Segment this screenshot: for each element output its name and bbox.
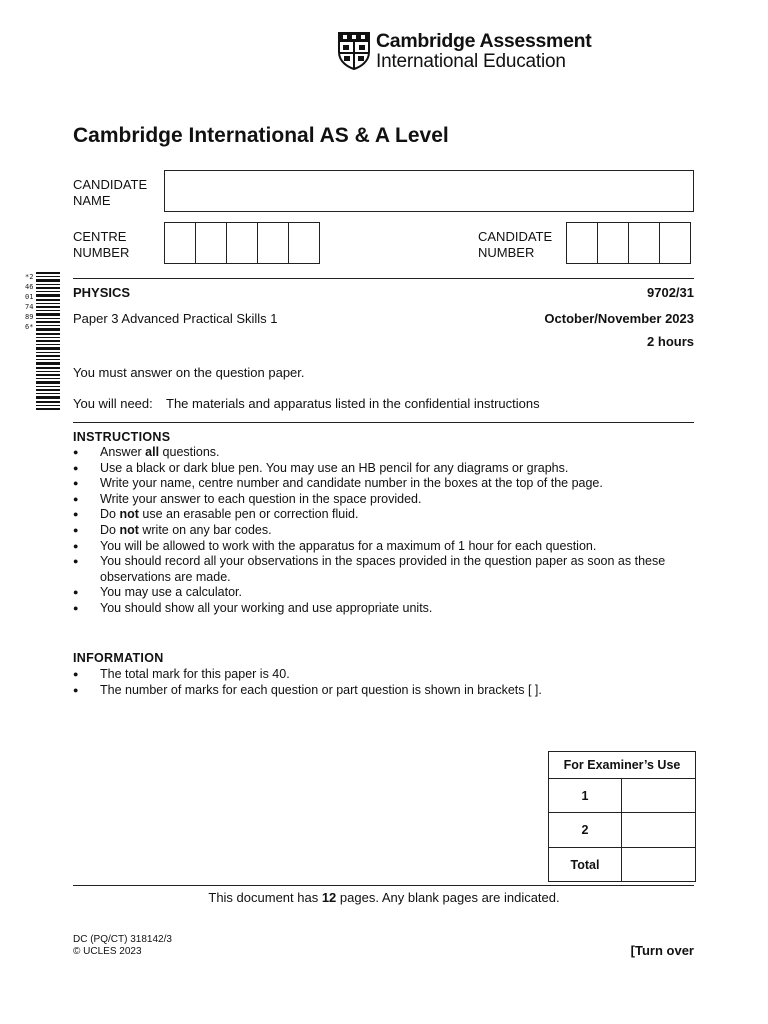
divider <box>73 278 694 279</box>
barcode-bar <box>36 321 60 323</box>
barcode-bar <box>36 401 60 403</box>
instruction-item: ● Use a black or dark blue pen. You may use an HB pencil for any diagrams or graphs. <box>73 461 703 477</box>
centre-number-label <box>73 229 129 261</box>
need-label: You will need: <box>73 396 153 411</box>
barcode-bar <box>36 276 60 277</box>
examiner-table-heading: For Examiner’s Use <box>549 752 696 779</box>
turn-over: [Turn over <box>630 943 694 958</box>
barcode-bar <box>36 284 60 285</box>
barcode-bar <box>36 325 60 326</box>
instruction-item: ● You should show all your working and use appropriate units. <box>73 601 703 617</box>
information-item: ● The number of marks for each question or part question is shown in brackets [ ]. <box>73 683 703 699</box>
examiner-mark-cell <box>622 779 696 813</box>
barcode-bar <box>36 371 60 372</box>
barcode-bar <box>36 337 60 338</box>
examiner-row-label: 1 <box>549 779 622 813</box>
barcode-bar <box>36 362 60 365</box>
barcode-bar <box>36 396 60 399</box>
centre-number-digit-box[interactable] <box>288 222 320 264</box>
instruction-item: ● Do not write on any bar codes. <box>73 523 703 539</box>
examiner-mark-cell <box>622 848 696 882</box>
instruction-item: ● Write your answer to each question in the space provided. <box>73 492 703 508</box>
barcode-bar <box>36 303 60 304</box>
barcode-bar <box>36 310 60 311</box>
centre-number-digit-box[interactable] <box>164 222 196 264</box>
page-title: Cambridge International AS & A Level <box>73 124 449 147</box>
barcode-bar <box>36 313 60 316</box>
barcode-bar <box>36 306 60 308</box>
information-list <box>73 667 703 698</box>
logo-line-1: Cambridge Assessment <box>376 30 592 52</box>
examiner-row-label: 2 <box>549 813 622 848</box>
barcode-digits: *2460174896* <box>25 273 34 331</box>
need-text: The materials and apparatus listed in the confidential instructions <box>166 396 540 411</box>
answer-note: You must answer on the question paper. <box>73 365 305 380</box>
paper-code: 9702/31 <box>647 285 694 300</box>
barcode <box>25 272 61 410</box>
barcode-bar <box>36 374 60 376</box>
barcode-bar <box>36 386 60 387</box>
instructions-list <box>73 445 703 617</box>
barcode-bar <box>36 344 60 345</box>
barcode-bar <box>36 393 60 394</box>
barcode-bar <box>36 333 60 335</box>
barcode-bar <box>36 272 60 274</box>
candidate-name-label <box>73 177 147 209</box>
barcode-bar <box>36 294 60 297</box>
document-code: DC (PQ/CT) 318142/3 <box>73 934 172 945</box>
subject: PHYSICS <box>73 285 131 300</box>
instruction-item: ● Do not use an erasable pen or correction fluid. <box>73 507 703 523</box>
centre-number-field[interactable] <box>164 222 320 264</box>
page-count-pre: This document has <box>208 890 322 905</box>
centre-number-digit-box[interactable] <box>226 222 258 264</box>
exam-session: October/November 2023 <box>544 311 694 326</box>
paper-title: Paper 3 Advanced Practical Skills 1 <box>73 311 278 326</box>
candidate-number-digit-box[interactable] <box>597 222 629 264</box>
candidate-number-label-line1: CANDIDATE <box>478 229 553 244</box>
centre-number-digit-box[interactable] <box>257 222 289 264</box>
information-item: ● The total mark for this paper is 40. <box>73 667 703 683</box>
instruction-item: ● You may use a calculator. <box>73 585 703 601</box>
barcode-bar <box>36 378 60 379</box>
cambridge-logo <box>338 30 592 72</box>
examiner-use-table <box>548 751 696 882</box>
divider <box>73 885 694 886</box>
barcode-bar <box>36 352 60 353</box>
candidate-name-field[interactable] <box>164 170 694 212</box>
barcode-bar <box>36 291 60 292</box>
barcode-bar <box>36 381 60 384</box>
candidate-number-label <box>478 229 552 261</box>
crest-icon <box>338 32 370 70</box>
centre-number-digit-box[interactable] <box>195 222 227 264</box>
divider <box>73 422 694 423</box>
instructions-heading: INSTRUCTIONS <box>73 430 171 444</box>
candidate-number-digit-box[interactable] <box>628 222 660 264</box>
centre-number-label-line2: NUMBER <box>73 245 130 260</box>
candidate-name-label-line2: NAME <box>73 193 111 208</box>
instruction-item: ● You will be allowed to work with the apparatus for a maximum of 1 hour for each question. <box>73 539 703 555</box>
instruction-item: ● You should record all your observations in the spaces provided in the question paper as soon as these observations are made. <box>73 554 703 585</box>
barcode-bar <box>36 287 60 289</box>
barcode-bar <box>36 389 60 391</box>
centre-number-label-line1: CENTRE <box>73 229 127 244</box>
barcode-bar <box>36 408 60 410</box>
logo-line-2: International Education <box>376 51 566 72</box>
exam-duration: 2 hours <box>647 334 694 349</box>
barcode-bar <box>36 367 60 369</box>
page-count-post: pages. Any blank pages are indicated. <box>336 890 560 905</box>
candidate-name-label-line1: CANDIDATE <box>73 177 148 192</box>
page-count-note <box>0 890 768 906</box>
instruction-item: ● Answer all questions. <box>73 445 703 461</box>
instruction-item: ● Write your name, centre number and candidate number in the boxes at the top of the page. <box>73 476 703 492</box>
barcode-bar <box>36 340 60 342</box>
information-heading: INFORMATION <box>73 651 164 665</box>
examiner-mark-cell <box>622 813 696 848</box>
barcode-bar <box>36 347 60 350</box>
barcode-bar <box>36 355 60 357</box>
page-count-number: 12 <box>321 890 337 905</box>
copyright: © UCLES 2023 <box>73 946 142 957</box>
barcode-bar <box>36 359 60 360</box>
candidate-number-digit-box[interactable] <box>659 222 691 264</box>
examiner-row-label: Total <box>549 848 622 882</box>
barcode-bar <box>36 328 60 331</box>
barcode-bar <box>36 405 60 406</box>
candidate-number-field[interactable] <box>566 222 691 264</box>
candidate-number-digit-box[interactable] <box>566 222 598 264</box>
barcode-bar <box>36 279 60 282</box>
barcode-bar <box>36 318 60 319</box>
barcode-bar <box>36 299 60 301</box>
candidate-number-label-line2: NUMBER <box>478 245 535 260</box>
